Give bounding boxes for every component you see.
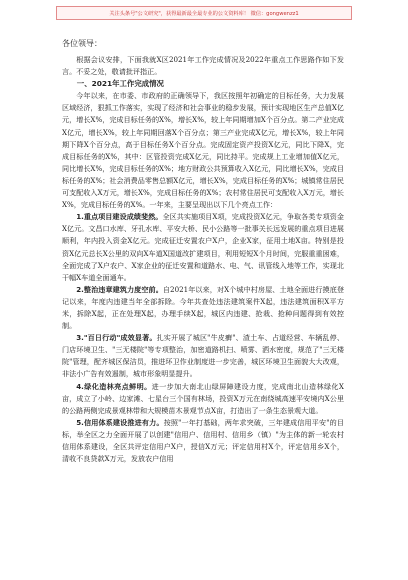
highlight-item-2 bbox=[62, 284, 344, 332]
document-page bbox=[62, 38, 344, 465]
highlight-body: 进一步加大南北山绿屏障建设力度，完成南北山造林绿化X亩，成立了小岭、边家滩、七星台三个国有林场，投资X万元在南绕城高速平安境内X公里的公路两侧完成景观林带和大规模苗木景观节点X亩，打造出了一条生态景观大道。 bbox=[62, 381, 344, 415]
highlight-title: 2.整治违章建筑力度空前。 bbox=[76, 284, 163, 294]
highlight-title: 1.重点项目建设成绩斐然。 bbox=[76, 212, 163, 222]
highlight-title: 5.信用体系建设推进有力。 bbox=[76, 417, 164, 427]
highlight-title: 3."百日行动"成效显著。 bbox=[76, 333, 157, 343]
highlight-title: 4.绿化造林亮点鲜明。 bbox=[76, 381, 152, 391]
intro-paragraph: 根据会议安排，下面我就X区2021年工作完成情况及2022年重点工作思路作如下发言。不妥之处，敬请批评指正。 bbox=[62, 55, 344, 77]
highlight-body: 按照"一年打基础，两年求突破，三年建成信用平安"的目标，举全区之力全面开展了以创建"信用户、信用村、信用乡（镇）"为主体的新一轮农村信用体系建设，全区共评定信用户X户，授信X万元；评定信用村X个，评定信用乡X个，清收不良贷款X万元，发放农户信用 bbox=[62, 417, 344, 464]
highlight-body: 扎实开展了城区"牛皮癣"、渣土车、占道经营、车辆乱停、门店环境卫生、"三无楼院"等专项整治，加密道路机扫、喷雾、洒水密度，规范了"三无楼院"管理，配齐城区保洁员，推进环卫作业制度进一步完善，城区环境卫生面貌大大改观，非法小广告有效遏制，城市形象明显提升。 bbox=[62, 333, 344, 379]
salutation: 各位领导： bbox=[62, 39, 102, 48]
highlight-item-4 bbox=[62, 381, 344, 417]
highlight-item-5 bbox=[62, 417, 344, 465]
highlight-item-1 bbox=[62, 211, 344, 284]
highlight-body: 自2021年以来，对X个城中村房屋、土地全面进行摸底登记以来，年度内违建当年全部拆除。今年共查处违法建筑案件X起，违法建筑面积X平方米，拆除X起，正在处理X起，办理手续X起，城区内违建、抢栽、抢种问题得到有效控制。 bbox=[62, 284, 344, 331]
summary-paragraph: 今年以来，在市委、市政府的正确领导下，我区按照年初确定的目标任务，大力发展区域经济，狠抓工作落实，实现了经济和社会事业的稳步发展，预计实现地区生产总值X亿元，增长X%，完成目标任务的X%，增长X%，较上年同期增加X个百分点。第二产业完成X亿元，增长X%，较上年同期回落X个百分点；第三产业完成X亿元，增长X%，较上年同期下降X个百分点，高于目标任务X个百分点。完成固定资产投资X亿元，同比下降X，完成目标任务的X%，其中：区管投资完成X亿元，同比持平。完成规上工业增加值X亿元，同比增长X%，完成目标任务的X%；地方财政公共预算收入X亿元，同比增长X%，完成目标任务的X%；社会消费品零售总额X亿元，增长X%，完成目标任务的X%；城镇常住居民可支配收入X万元，增长X%，完成目标任务的X%；农村常住居民可支配收入X万元，增长X%，完成目标任务的X%。一年来，主要呈现出以下几个亮点工作： bbox=[62, 91, 344, 210]
highlight-body: 全区共实施项目X项，完成投资X亿元，争取各类专项资金X亿元。文昌口水库、牙孔水库、平安大桥、民小公路等一批事关长远发展的重点项目进展顺利，年内投入资金X亿元。完成征迁安置农户X户，企业X家，征用土地X亩。特别是投资X亿元总长X公里的双向X车道X国道改扩建项目，利用短短X个月时间，完服重重困难，全面完成了X户农户、X家企业的征迁安置和道路水、电、气、讯管线入地等工作，实现北干幅X车道全面通车。 bbox=[62, 212, 344, 282]
highlight-item-3 bbox=[62, 332, 344, 380]
promo-banner: 关注头条号"公文研究"，获得最新最全最专业的公文资料库！ 微信：gongwenzz1 bbox=[56, 6, 352, 20]
section-heading: 一、2021年工作完成情况 bbox=[76, 79, 164, 89]
